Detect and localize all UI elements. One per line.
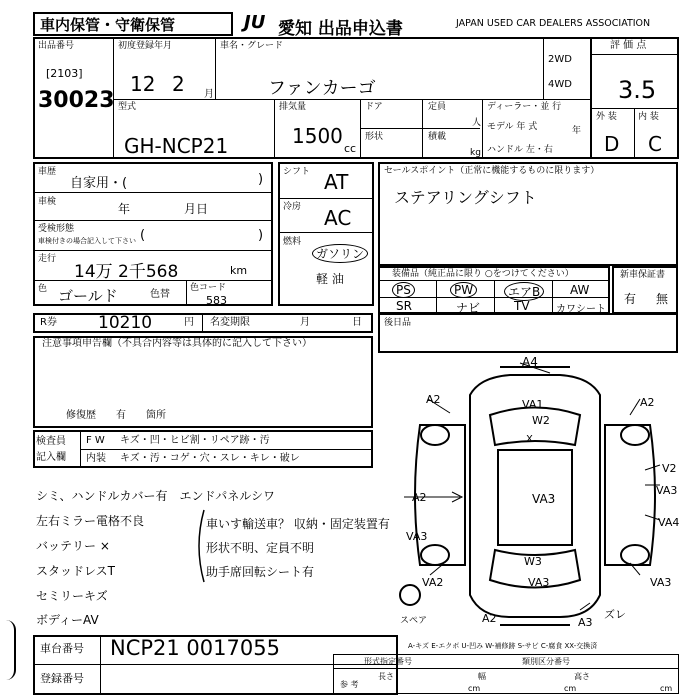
equip-pw: PW: [450, 282, 477, 298]
equip-airbag: エアB: [504, 282, 544, 301]
dims-height: 高さ: [574, 672, 590, 681]
reg-number-label: 登録番号: [40, 672, 84, 685]
fuel-label: 燃料: [283, 237, 302, 247]
history-close: ): [258, 172, 264, 187]
mark-fr-a2: A2: [640, 396, 655, 409]
association-title: 愛知 出品申込書: [278, 19, 403, 39]
class-number-label: 類別区分番号: [522, 657, 570, 666]
handle-label: ハンドル 左・右: [487, 145, 553, 155]
color-code: 583: [206, 294, 227, 307]
name-change-day: 日: [352, 317, 362, 328]
color-name-label: 色替: [150, 289, 170, 300]
score-label: 評 価 点: [610, 40, 647, 51]
note-line-3: バッテリー ×: [36, 539, 110, 553]
mark-fl-a2: A2: [426, 393, 441, 406]
mark-rear-va3: VA3: [528, 576, 550, 589]
selling-label: セールスポイント（正常に機能するものに限ります）: [384, 166, 600, 176]
note-line-5: セミリーキズ: [36, 589, 108, 603]
repair-label: 修復歴: [66, 410, 96, 421]
ac-label: 冷房: [283, 202, 302, 212]
equip-seat: カワシート: [556, 304, 606, 315]
equip-ps: PS: [392, 282, 415, 298]
color-value: ゴールド: [58, 287, 118, 305]
dims-cm-3: cm: [660, 684, 673, 693]
mark-hood-va1: VA1: [522, 398, 544, 411]
note-line-1: シミ、ハンドルカバー有 エンドパネルシワ: [36, 489, 275, 503]
drive-2wd: 2WD: [548, 54, 572, 65]
mark-rl-va2: VA2: [422, 576, 444, 589]
dims-cm-1: cm: [468, 684, 481, 693]
shift-value: AT: [324, 170, 349, 194]
association-en: JAPAN USED CAR DEALERS ASSOCIATION: [456, 18, 651, 29]
registration-month-unit: 月: [204, 89, 214, 100]
storage-label: 車内保管・守衛保管: [40, 16, 176, 34]
after-items-frame: [378, 313, 678, 353]
note-line-6: ボディーAV: [36, 613, 99, 627]
drive-4wd: 4WD: [548, 79, 572, 90]
warranty-yes: 有: [624, 292, 637, 306]
lot-sub: [2103]: [46, 67, 83, 80]
margin-mark: [2, 620, 16, 680]
car-name-label: 車名・グレード: [220, 41, 284, 51]
ju-logo: JU: [244, 12, 266, 33]
mark-right-va3a: VA3: [656, 484, 678, 497]
exterior-label: 外 装: [596, 112, 617, 122]
dims-cm-2: cm: [564, 684, 577, 693]
inspector-int-items: キズ・汚・コゲ・穴・スレ・キレ・破レ: [120, 453, 300, 464]
inspector-fw-items: キズ・凹・ヒビ割・リペア跡・汚: [120, 435, 270, 446]
mark-left-a2: A2: [412, 491, 427, 504]
model-year-label: モデル 年 式: [487, 122, 538, 132]
displacement-unit: cc: [344, 142, 357, 155]
mark-left-va3: VA3: [406, 530, 428, 543]
mark-front-a4: A4: [522, 355, 538, 369]
registration-year: 12: [130, 72, 156, 96]
warranty-no: 無: [656, 292, 669, 306]
mark-rear-a2: A2: [482, 612, 497, 625]
mileage-unit: km: [230, 264, 248, 277]
dealer-label: ディーラー・並 行: [487, 102, 562, 112]
mark-ws-w2: W2: [532, 414, 550, 427]
mark-right-v2: V2: [662, 462, 677, 475]
note-line-4: スタッドレスT: [36, 564, 115, 578]
receipt-open: (: [140, 228, 146, 243]
door-shape-label: 形状: [365, 132, 384, 142]
r-ticket-value: 10210: [98, 313, 153, 333]
inspector-label2: 記入欄: [36, 452, 66, 463]
inspector-int: 内装: [86, 453, 106, 464]
inspector-fw: F W: [86, 435, 105, 446]
equip-sr: SR: [396, 299, 412, 313]
dims-length: 長さ: [378, 672, 394, 681]
after-items-label: 後日品: [384, 318, 412, 328]
r-ticket-frame: [33, 313, 373, 333]
note-line-2: 左右ミラー電格不良: [36, 514, 145, 528]
color-label: 色: [38, 284, 48, 294]
name-change-month: 月: [300, 317, 310, 328]
load-unit: kg: [470, 148, 481, 158]
model-year-unit: 年: [572, 126, 582, 136]
mark-roof-x: X: [526, 434, 533, 445]
inspection-label: 車検: [38, 197, 57, 207]
fuel-gasoline: ガソリン: [312, 244, 368, 263]
mark-right-va4: VA4: [658, 516, 680, 529]
r-ticket-unit: 円: [184, 317, 194, 328]
repair-value: 有: [116, 410, 126, 421]
inspection-year: 年: [118, 202, 131, 216]
model-label: 型式: [118, 102, 137, 112]
registration-month: 2: [172, 72, 185, 96]
mark-rear-zure: ズレ: [604, 608, 626, 621]
car-name-value: ファンカーゴ: [268, 78, 376, 99]
exterior-grade: D: [604, 132, 620, 156]
history-label: 車歴: [38, 167, 57, 177]
repair-place: 箇所: [146, 410, 166, 421]
history-value: 自家用・(: [70, 176, 128, 191]
receipt-sub: 車検付きの場合記入して下さい: [38, 237, 136, 245]
legend: A-キズ E-エクボ U-凹み W-補修跡 S-サビ C-腐食 XX-交換済: [408, 642, 598, 650]
equip-aw: AW: [570, 283, 590, 297]
lot-number: 30023: [38, 88, 115, 113]
capacity-label: 定員: [428, 102, 447, 112]
type-number-label: 形式指定番号: [364, 657, 412, 666]
inspector-label: 検査員: [36, 436, 66, 447]
registration-label: 初度登録年月: [118, 41, 173, 51]
equip-tv: TV: [514, 299, 530, 313]
mark-rear-a3: A3: [578, 616, 593, 629]
score-value: 3.5: [618, 76, 657, 104]
capacity-unit: 人: [472, 118, 482, 128]
chassis-label: 車台番号: [40, 642, 84, 655]
load-label: 積載: [428, 132, 447, 142]
note-remark: 車いす輸送車？ 収納・固定装置有 形状不明、定員不明 助手席回転シート有: [206, 517, 390, 579]
displacement-value: 1500: [292, 124, 343, 148]
color-code-label: 色コード: [190, 283, 227, 293]
door-label: ドア: [365, 102, 383, 112]
receipt-label: 受検形態: [38, 224, 75, 234]
mileage-value: 14万 2千568: [74, 262, 179, 282]
mark-rear-w3: W3: [524, 555, 542, 568]
shift-label: シフト: [283, 167, 311, 177]
mark-rr-va3: VA3: [650, 576, 672, 589]
mileage-label: 走行: [38, 254, 57, 264]
equipment-label: 装備品（純正品に限り ○をつけてください）: [392, 269, 574, 279]
inspection-month: 月日: [184, 202, 209, 216]
equip-navi: ナビ: [456, 301, 481, 315]
model-value: GH-NCP21: [124, 134, 229, 158]
spare-label: スペア: [400, 616, 428, 626]
r-ticket-label: R券: [40, 317, 57, 328]
dims-ref: 参 考: [340, 680, 359, 689]
remark-bracket: [190, 506, 210, 586]
chassis-value: NCP21 0017055: [110, 636, 280, 660]
selling-frame: [378, 162, 678, 266]
ac-value: AC: [324, 206, 352, 230]
receipt-close: ): [258, 228, 264, 243]
interior-grade: C: [648, 132, 662, 156]
mark-roof-va3: VA3: [532, 492, 556, 506]
interior-label: 内 装: [638, 112, 659, 122]
name-change-label: 名変期限: [210, 317, 250, 328]
dims-width: 幅: [478, 672, 486, 681]
lot-label: 出品番号: [38, 41, 75, 51]
displacement-label: 排気量: [279, 102, 307, 112]
fuel-diesel: 軽 油: [316, 272, 344, 286]
warranty-label: 新車保証書: [620, 270, 666, 280]
notes-label: 注意事項申告欄（不具合内容等は具体的に記入して下さい）: [42, 338, 312, 349]
selling-value: ステアリングシフト: [394, 188, 537, 207]
